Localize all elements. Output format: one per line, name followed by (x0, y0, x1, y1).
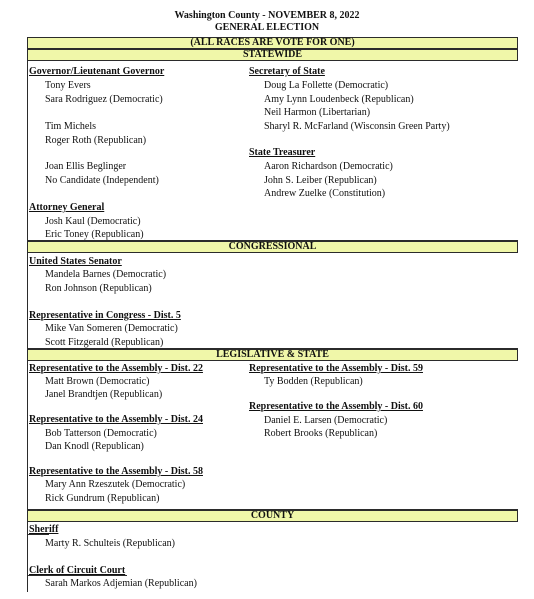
candidate-assembly60-2: Robert Brooks (Republican) (264, 428, 378, 439)
candidate-treasurer-2: John S. Leiber (Republican) (264, 175, 377, 186)
race-title-assembly-60: Representative to the Assembly - Dist. 60 (249, 401, 423, 412)
race-title-assembly-59: Representative to the Assembly - Dist. 59 (249, 363, 423, 374)
race-title-treasurer: State Treasurer (249, 147, 316, 158)
race-title-clerk: Clerk of Circuit Court (29, 565, 126, 576)
race-title-secretary: Secretary of State (249, 66, 325, 77)
candidate-governor-3: Tim Michels (45, 121, 97, 132)
candidate-treasurer-1: Aaron Richardson (Democratic) (264, 161, 393, 172)
document-subtitle: GENERAL ELECTION (214, 22, 320, 33)
candidate-governor-4: Roger Roth (Republican) (45, 135, 147, 146)
candidate-congress-2: Scott Fitzgerald (Republican) (45, 337, 164, 348)
candidate-assembly24-2: Dan Knodl (Republican) (45, 441, 144, 452)
left-border (27, 522, 28, 592)
section-rule (27, 575, 127, 576)
candidate-sheriff-1: Marty R. Schulteis (Republican) (45, 538, 175, 549)
candidate-assembly60-1: Daniel E. Larsen (Democratic) (264, 415, 388, 426)
candidate-governor-2: Sara Rodriguez (Democratic) (45, 94, 163, 105)
candidate-secretary-4: Sharyl R. McFarland (Wisconsin Green Party) (264, 121, 450, 132)
candidate-assembly22-2: Janel Brandtjen (Republican) (45, 389, 163, 400)
section-rule (27, 509, 518, 510)
left-border (27, 253, 28, 349)
candidate-secretary-1: Doug La Follette (Democratic) (264, 80, 389, 91)
candidate-assembly24-1: Bob Tatterson (Democratic) (45, 428, 157, 439)
candidate-governor-5: Joan Ellis Beglinger (45, 161, 127, 172)
candidate-secretary-2: Amy Lynn Loudenbeck (Republican) (264, 94, 414, 105)
race-title-assembly-58: Representative to the Assembly - Dist. 58 (29, 466, 203, 477)
race-title-assembly-22: Representative to the Assembly - Dist. 22 (29, 363, 203, 374)
candidate-governor-6: No Candidate (Independent) (45, 175, 159, 186)
race-title-assembly-24: Representative to the Assembly - Dist. 24 (29, 414, 203, 425)
race-title-attorney-general: Attorney General (29, 202, 105, 213)
race-title-senator: United States Senator (29, 256, 122, 267)
race-title-governor: Governor/Lieutenant Governor (29, 66, 165, 77)
candidate-attorney-2: Eric Toney (Republican) (45, 229, 144, 240)
candidate-congress-1: Mike Van Someren (Democratic) (45, 323, 178, 334)
section-rule (27, 240, 518, 241)
race-title-congress-5: Representative in Congress - Dist. 5 (29, 310, 181, 321)
document-title: Washington County - NOVEMBER 8, 2022 (174, 10, 360, 21)
candidate-assembly58-2: Rick Gundrum (Republican) (45, 493, 160, 504)
candidate-attorney-1: Josh Kaul (Democratic) (45, 216, 141, 227)
section-congressional: CONGRESSIONAL (27, 241, 518, 253)
race-title-sheriff: Sheriff (29, 524, 59, 535)
candidate-senator-2: Ron Johnson (Republican) (45, 283, 152, 294)
section-statewide: STATEWIDE (27, 49, 518, 61)
candidate-assembly58-1: Mary Ann Rzeszutek (Democratic) (45, 479, 186, 490)
candidate-treasurer-3: Andrew Zuelke (Constitution) (264, 188, 386, 199)
candidate-assembly59-1: Ty Bodden (Republican) (264, 376, 363, 387)
section-county: COUNTY (27, 510, 518, 522)
section-rule (27, 348, 518, 349)
section-legislative: LEGISLATIVE & STATE (27, 349, 518, 361)
section-rule (27, 534, 49, 535)
candidate-senator-1: Mandela Barnes (Democratic) (45, 269, 167, 280)
vote-note-band: (ALL RACES ARE VOTE FOR ONE) (27, 37, 518, 49)
left-border (27, 61, 28, 241)
candidate-assembly22-1: Matt Brown (Democratic) (45, 376, 150, 387)
left-border (27, 361, 28, 510)
candidate-clerk-1: Sarah Markos Adjemian (Republican) (45, 578, 197, 589)
candidate-secretary-3: Neil Harmon (Libertarian) (264, 107, 371, 118)
candidate-governor-1: Tony Evers (45, 80, 91, 91)
